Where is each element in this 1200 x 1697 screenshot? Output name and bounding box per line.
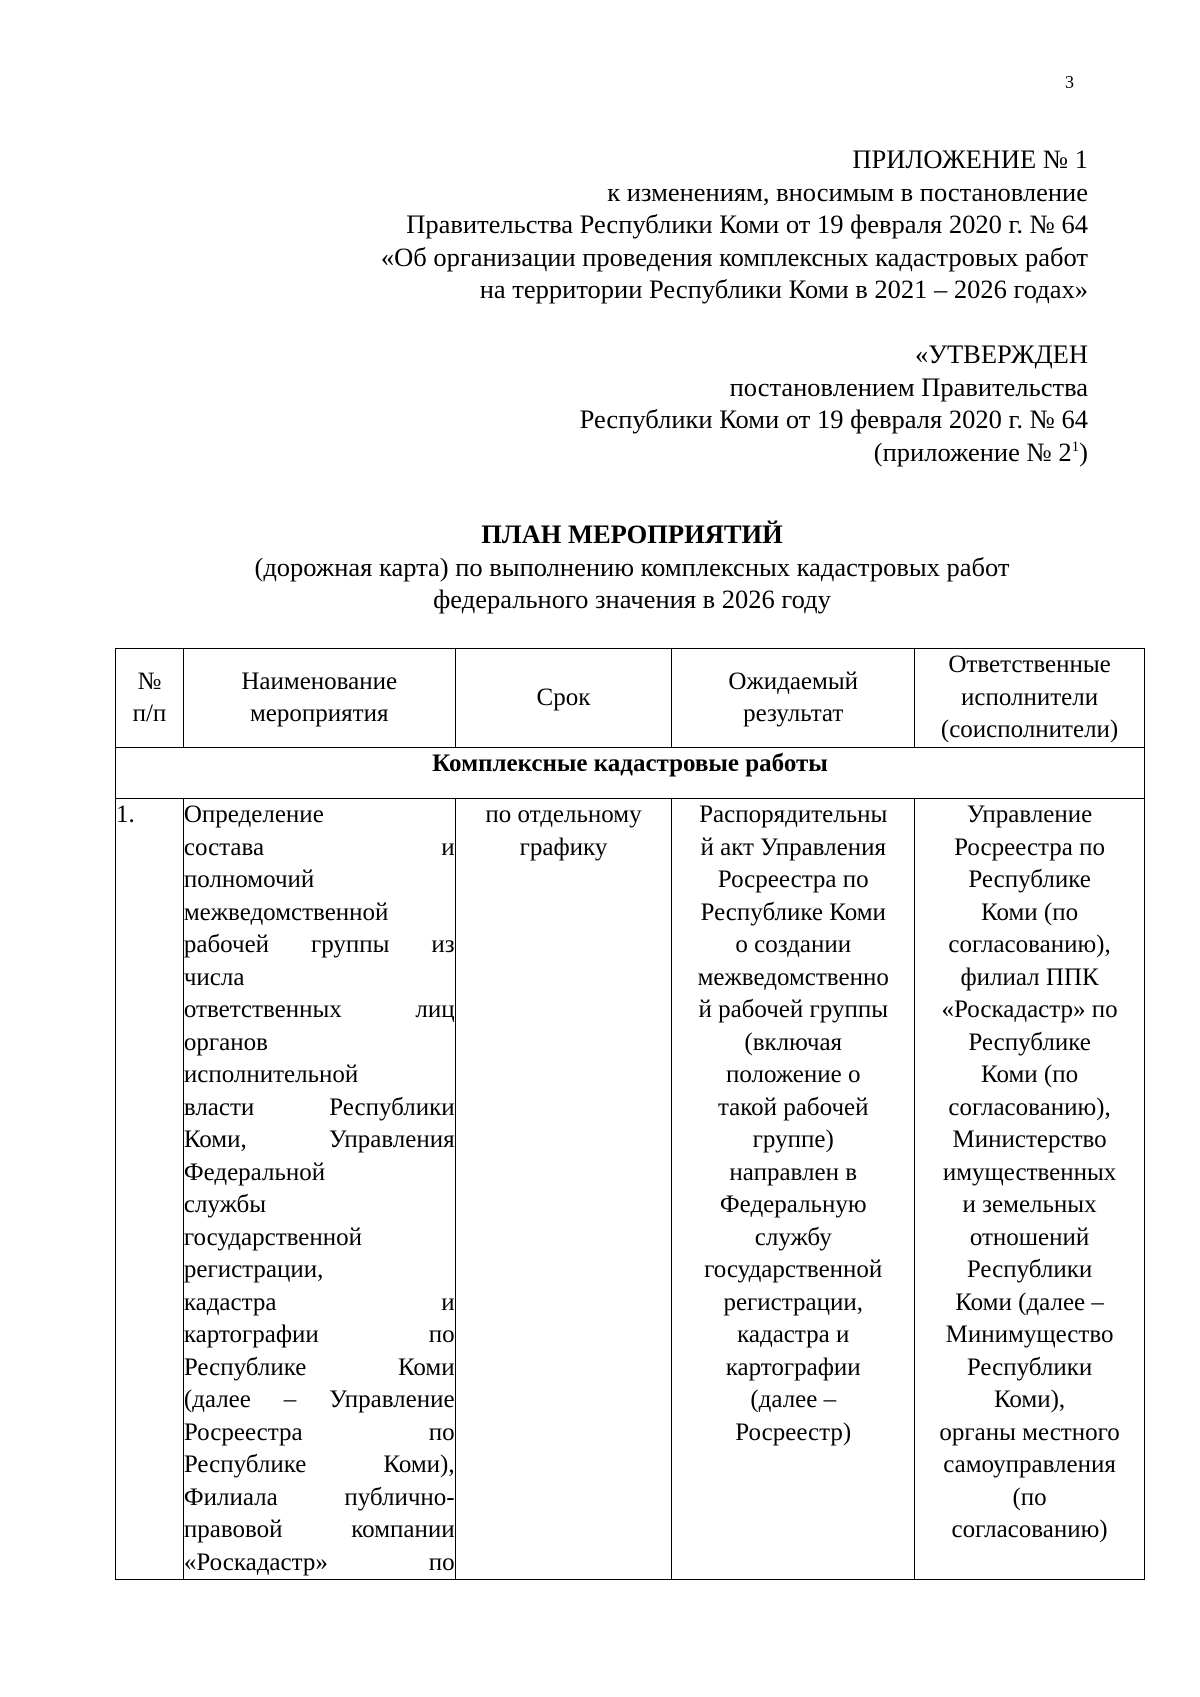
- header-text: результат: [743, 700, 844, 727]
- activities-table: [115, 648, 1145, 1580]
- cell-line: (включая: [744, 1028, 843, 1056]
- appendix-line: ПРИЛОЖЕНИЕ № 1: [852, 144, 1088, 174]
- cell-line: рабочей группы из: [183, 931, 455, 958]
- row-number: 1.: [116, 799, 184, 1580]
- cell-line: Определение: [183, 801, 324, 828]
- cell-line: Коми (по: [981, 1061, 1079, 1088]
- approval-stamp-text: [580, 338, 1088, 468]
- approved-appendix-superscript: 1: [1071, 438, 1080, 455]
- cell-line: правовой компании: [183, 1516, 455, 1543]
- plan-title: ПЛАН МЕРОПРИЯТИЙ: [481, 519, 783, 549]
- term-cell: [455, 799, 672, 1580]
- cell-line: группе): [752, 1126, 834, 1153]
- cell-line: о создании: [735, 931, 852, 958]
- cell-line: графику: [519, 833, 608, 861]
- cell-line: Коми (далее –: [955, 1288, 1104, 1316]
- cell-line: Минимущество: [945, 1321, 1114, 1348]
- cell-line: Управление: [966, 801, 1093, 828]
- cell-line: кадастра и: [737, 1321, 850, 1348]
- appendix-line: на территории Республики Коми в 2021 – 2026 годах»: [479, 274, 1088, 305]
- cell-line: филиал ППК: [960, 963, 1099, 991]
- cell-line: межведомственно: [697, 963, 889, 991]
- plan-subtitle: федерального значения в 2026 году: [433, 584, 831, 615]
- cell-line: Распорядительны: [699, 801, 888, 828]
- approved-appendix-ref: (приложение № 2: [873, 436, 1072, 467]
- cell-line: Республике: [968, 866, 1091, 893]
- table-row: [116, 799, 1145, 1580]
- cell-line: «Роскадастр» по: [941, 996, 1118, 1023]
- cell-line: (далее –: [750, 1386, 837, 1413]
- page-number: 3: [1065, 72, 1074, 92]
- header-text: исполнители: [961, 683, 1099, 711]
- cell-line: й рабочей группы: [698, 996, 889, 1023]
- cell-line: Республике Коми: [183, 1353, 455, 1381]
- appendix-line: к изменениям, вносимым в постановление: [607, 176, 1088, 207]
- cell-line: Республики: [966, 1353, 1093, 1381]
- cell-line: государственной: [183, 1223, 363, 1251]
- cell-line: направлен в: [729, 1158, 858, 1186]
- cell-line: органов: [183, 1028, 268, 1056]
- cell-line: положение о: [725, 1061, 861, 1088]
- header-responsible: [915, 649, 1145, 748]
- plan-title-block: [0, 518, 1200, 616]
- header-text: Ожидаемый: [728, 667, 859, 695]
- cell-line: такой рабочей: [717, 1093, 869, 1121]
- cell-line: Федеральную: [719, 1191, 867, 1218]
- header-text: (соисполнители): [940, 716, 1119, 744]
- cell-line: (по: [1012, 1483, 1047, 1511]
- cell-line: Коми (по: [981, 898, 1079, 926]
- cell-line: картографии по: [183, 1321, 455, 1348]
- appendix-header: [381, 143, 1088, 306]
- cell-line: и земельных: [962, 1191, 1097, 1218]
- cell-line: картографии: [725, 1353, 861, 1381]
- cell-line: «Роскадастр» по: [183, 1548, 455, 1576]
- cell-line: Росреестра по: [717, 866, 869, 893]
- cell-line: регистрации,: [723, 1288, 863, 1316]
- cell-line: государственной: [704, 1256, 883, 1283]
- header-text: мероприятия: [249, 700, 389, 727]
- cell-line: исполнительной: [183, 1061, 359, 1088]
- appendix-line: Правительства Республики Коми от 19 февраля 2020 г. № 64: [406, 209, 1088, 240]
- header-text: Срок: [536, 683, 591, 711]
- cell-line: службы: [183, 1191, 267, 1218]
- header-text: п/п: [132, 700, 167, 727]
- cell-line: состава и: [183, 833, 455, 861]
- plan-subtitle: (дорожная карта) по выполнению комплексных кадастровых работ: [254, 551, 1010, 582]
- cell-line: Росреестра по: [183, 1418, 455, 1446]
- cell-line: согласованию): [951, 1516, 1108, 1543]
- cell-line: согласованию),: [948, 931, 1111, 958]
- header-number: [116, 649, 184, 748]
- cell-line: (далее – Управление: [183, 1386, 455, 1413]
- cell-line: службу: [754, 1223, 832, 1251]
- header-text: Наименование: [241, 667, 398, 695]
- approved-appendix-close: ): [1079, 436, 1088, 467]
- cell-line: Республике: [968, 1028, 1091, 1056]
- cell-line: Республики: [966, 1256, 1093, 1283]
- cell-line: Министерство: [952, 1126, 1107, 1153]
- cell-line: Федеральной: [183, 1158, 326, 1186]
- cell-line: й акт Управления: [700, 833, 886, 861]
- cell-line: кадастра и: [183, 1288, 455, 1316]
- cell-line: регистрации,: [183, 1256, 324, 1283]
- expected-result-cell: [672, 799, 915, 1580]
- responsible-cell: [915, 799, 1145, 1580]
- cell-line: Росреестра по: [954, 833, 1105, 861]
- cell-line: полномочий: [183, 866, 315, 893]
- header-text: №: [137, 667, 162, 695]
- table-header-row: [116, 649, 1145, 748]
- approved-line: «УТВЕРЖДЕН: [914, 339, 1088, 369]
- header-expected-result: [672, 649, 915, 748]
- cell-line: межведомственной: [183, 898, 389, 926]
- activity-name-cell: [183, 799, 455, 1580]
- cell-line: отношений: [969, 1223, 1090, 1251]
- header-text: Ответственные: [948, 651, 1111, 679]
- cell-line: Республике Коми),: [183, 1451, 455, 1478]
- approved-line: [580, 436, 1088, 469]
- cell-line: числа: [183, 963, 245, 991]
- approved-line: постановлением Правительства: [729, 371, 1088, 402]
- cell-line: ответственных лиц: [183, 996, 455, 1023]
- cell-line: по отдельному: [485, 801, 642, 828]
- header-term: [455, 649, 672, 748]
- cell-line: самоуправления: [943, 1451, 1116, 1478]
- cell-line: Республике Коми: [700, 898, 886, 926]
- cell-line: Росреестр): [735, 1418, 852, 1446]
- cell-line: Коми),: [993, 1386, 1066, 1413]
- cell-line: Филиала публично-: [183, 1483, 455, 1511]
- header-activity-name: [183, 649, 455, 748]
- cell-line: органы местного: [939, 1418, 1120, 1446]
- section-row: [116, 748, 1145, 799]
- cell-line: согласованию),: [948, 1093, 1111, 1121]
- appendix-line: «Об организации проведения комплексных кадастровых работ: [380, 241, 1088, 272]
- cell-line: имущественных: [942, 1158, 1117, 1186]
- section-title: Комплексные кадастровые работы: [116, 748, 1145, 799]
- approved-line: Республики Коми от 19 февраля 2020 г. № 64: [579, 404, 1088, 435]
- cell-line: Коми, Управления: [183, 1126, 455, 1153]
- cell-line: власти Республики: [183, 1093, 455, 1121]
